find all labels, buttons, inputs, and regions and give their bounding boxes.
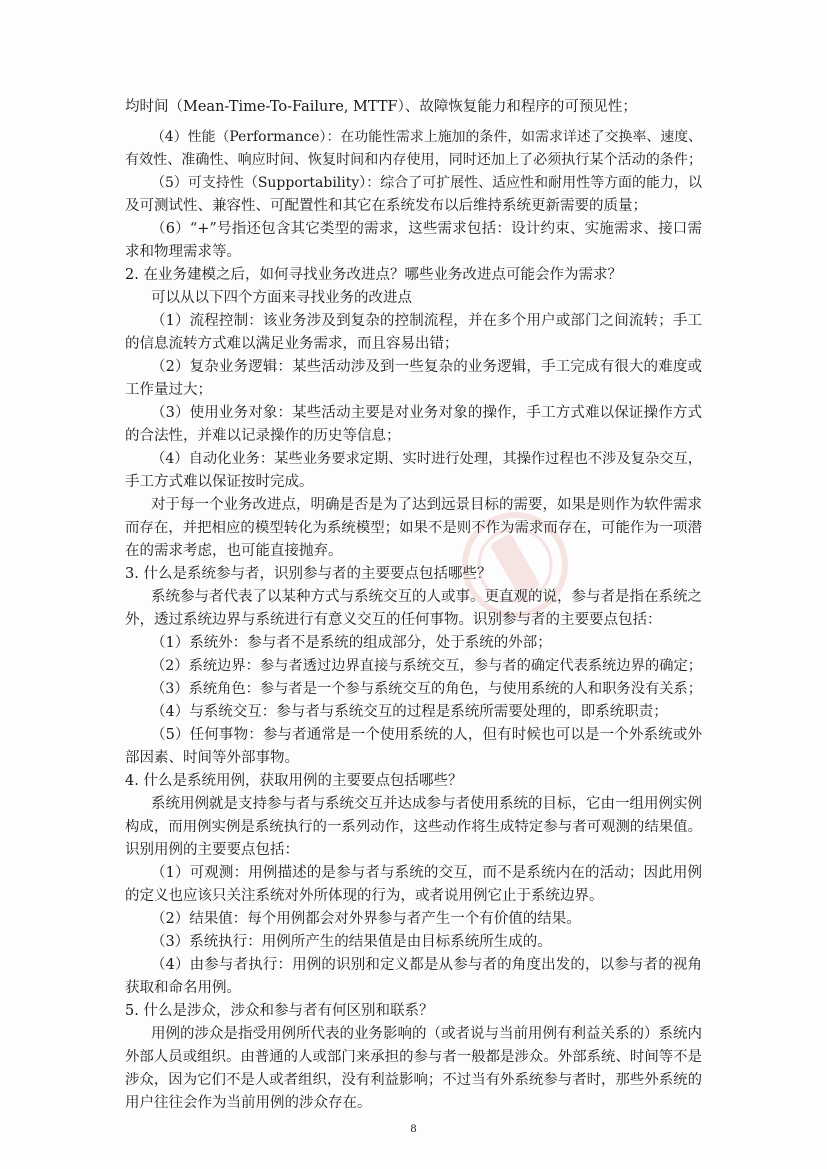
text-line: 外，透过系统边界与系统进行有意义交互的任何事物。识别参与者的主要要点包括：	[125, 612, 662, 628]
text-line: （1）系统外：参与者不是系统的组成部分，处于系统的外部；	[151, 635, 552, 651]
text-line: （5）可支持性（Supportability）：综合了可扩展性、适应性和耐用性等方面的能力，以	[151, 175, 702, 191]
text-line: 均时间（Mean-Time-To-Failure, MTTF）、故障恢复能力和程序的可预见性；	[125, 99, 637, 115]
text-line: 识别用例的主要要点包括：	[125, 842, 299, 858]
text-line: 部因素、时间等外部事物。	[125, 750, 299, 766]
text-line: （3）使用业务对象：某些活动主要是对业务对象的操作，手工方式难以保证操作方式	[151, 405, 702, 421]
text-line: 系统用例就是支持参与者与系统交互并达成参与者使用系统的目标，它由一组用例实例	[151, 796, 702, 812]
text-line: 对于每一个业务改进点，明确是否是为了达到远景目标的需要，如果是则作为软件需求	[151, 497, 702, 513]
section-heading: 2. 在业务建模之后，如何寻找业务改进点？哪些业务改进点可能会作为需求？	[125, 267, 622, 283]
text-line: 的合法性，并难以记录操作的历史等信息；	[125, 428, 401, 444]
section-heading: 5. 什么是涉众，涉众和参与者有何区别和联系？	[125, 1003, 434, 1019]
text-line: 涉众，因为它们不是人或者组织，没有利益影响；不过当有外系统参与者时，那些外系统的	[125, 1072, 702, 1088]
text-line: 有效性、准确性、响应时间、恢复时间和内存使用，同时还加上了必须执行某个活动的条件；	[125, 152, 702, 168]
text-line: （6）“+”号指还包含其它类型的需求，这些需求包括：设计约束、实施需求、接口需	[151, 221, 702, 237]
text-line: （4）性能（Performance）：在功能性需求上施加的条件，如需求详述了交换率、速度、	[151, 129, 702, 145]
text-line: 工作量过大；	[125, 382, 212, 398]
text-line: （1）可观测：用例描述的是参与者与系统的交互，而不是系统内在的活动；因此用例	[151, 865, 702, 881]
text-line: 外部人员或组织。由普通的人或部门来承担的参与者一般都是涉众。外部系统、时间等不是	[125, 1049, 702, 1065]
text-line: （2）结果值：每个用例都会对外界参与者产生一个有价值的结果。	[151, 911, 581, 927]
text-line: （1）流程控制：该业务涉及到复杂的控制流程，并在多个用户或部门之间流转；手工	[151, 313, 702, 329]
text-line: 的定义也应该只关注系统对外所体现的行为，或者说用例它止于系统边界。	[125, 888, 604, 904]
text-line: 构成，而用例实例是系统执行的一系列动作，这些动作将生成特定参与者可观测的结果值。	[125, 819, 702, 835]
text-line: （4）与系统交互：参与者与系统交互的过程是系统所需要处理的，即系统职责；	[151, 704, 668, 720]
page-number: 8	[410, 1121, 417, 1135]
text-line: 获取和命名用例。	[125, 980, 241, 996]
text-line: 用户往往会作为当前用例的涉众存在。	[125, 1095, 372, 1111]
text-line: 而存在，并把相应的模型转化为系统模型；如果不是则不作为需求而存在，可能作为一项潜	[125, 520, 702, 536]
text-line: 可以从以下四个方面来寻找业务的改进点	[151, 290, 412, 306]
text-line: （5）任何事物：参与者通常是一个使用系统的人，但有时候也可以是一个外系统或外	[151, 727, 702, 743]
text-line: （2）复杂业务逻辑：某些活动涉及到一些复杂的业务逻辑，手工完成有很大的难度或	[151, 359, 702, 375]
text-line: 手工方式难以保证按时完成。	[125, 474, 314, 490]
section-heading: 4. 什么是系统用例，获取用例的主要要点包括哪些？	[125, 773, 463, 789]
section-heading: 3. 什么是系统参与者，识别参与者的主要要点包括哪些？	[125, 566, 492, 582]
text-line: （2）系统边界：参与者透过边界直接与系统交互，参与者的确定代表系统边界的确定；	[151, 658, 702, 674]
text-line: 求和物理需求等。	[125, 244, 241, 260]
text-line: 在的需求考虑，也可能直接抛弃。	[125, 543, 343, 559]
text-line: （3）系统角色：参与者是一个参与系统交互的角色，与使用系统的人和职务没有关系；	[151, 681, 702, 697]
text-line: （4）由参与者执行：用例的识别和定义都是从参与者的角度出发的，以参与者的视角	[151, 957, 702, 973]
text-line: （3）系统执行：用例所产生的结果值是由目标系统所生成的。	[151, 934, 552, 950]
text-line: 系统参与者代表了以某种方式与系统交互的人或事。更直观的说，参与者是指在系统之	[151, 589, 702, 605]
text-line: （4）自动化业务：某些业务要求定期、实时进行处理，其操作过程也不涉及复杂交互，	[151, 451, 702, 467]
text-line: 用例的涉众是指受用例所代表的业务影响的（或者说与当前用例有利益关系的）系统内	[151, 1026, 702, 1042]
text-line: 的信息流转方式难以满足业务需求，而且容易出错；	[125, 336, 459, 352]
text-line: 及可测试性、兼容性、可配置性和其它在系统发布以后维持系统更新需要的质量；	[125, 198, 647, 214]
